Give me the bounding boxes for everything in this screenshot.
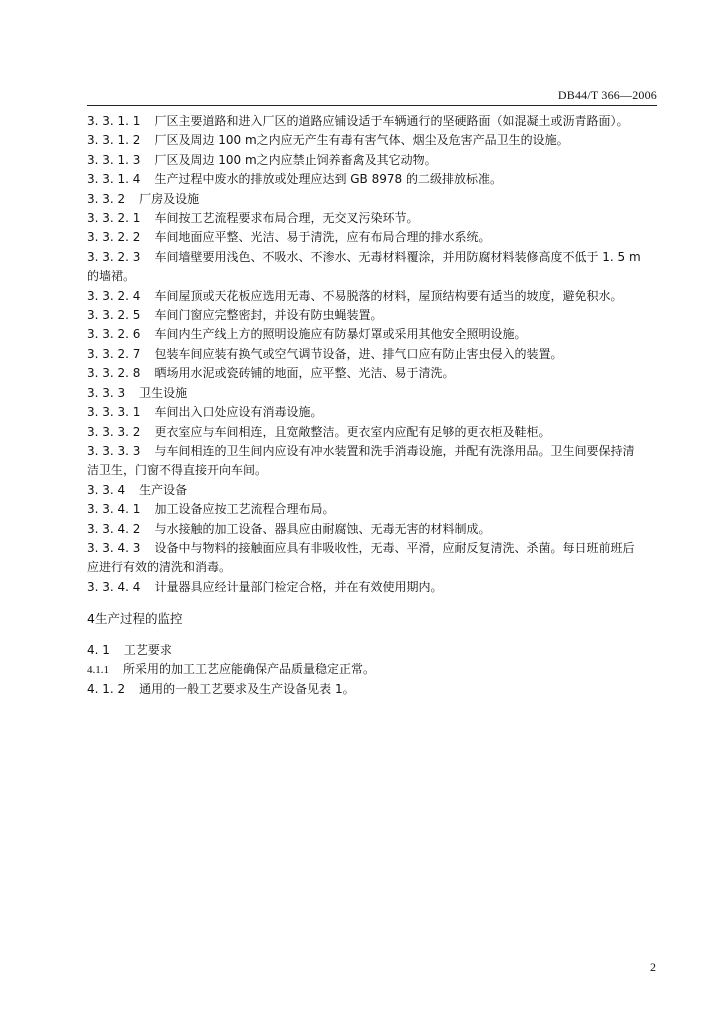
clause-3-3-2-7 (87, 345, 661, 364)
clause-3-3-2-8 (87, 364, 661, 383)
subsection-4-1 (87, 641, 661, 660)
clause-3-3-4-4 (87, 578, 661, 597)
document-code: DB44/T 366—2006 (557, 88, 657, 102)
clause-number: 3. 3. 2. 2 (87, 230, 141, 245)
clause-3-3-2-5 (87, 306, 661, 325)
clause-text: 厂区及周边 100 m之内应无产生有毒有害气体、烟尘及危害产品卫生的设施。 (154, 133, 569, 148)
clause-number: 3. 3. 3. 2 (87, 424, 141, 439)
clause-text: 车间门窗应完整密封，并设有防虫蝇装置。 (154, 308, 383, 323)
clause-text: 包装车间应装有换气或空气调节设备，进、排气口应有防止害虫侵入的装置。 (154, 346, 563, 361)
clause-3-3-2-1 (87, 209, 661, 228)
subsection-3-3-4 (87, 481, 661, 500)
page-number: 2 (650, 960, 656, 974)
subsection-title: 生产设备 (139, 482, 188, 497)
subsection-title: 卫生设施 (139, 385, 188, 400)
clause-3-3-2-2 (87, 228, 661, 247)
subsection-title: 厂房及设施 (139, 191, 200, 206)
clause-number: 3. 3. 2. 7 (87, 346, 141, 361)
clause-text: 车间出入口处应设有消毒设施。 (154, 405, 323, 420)
clause-text: 晒场用水泥或瓷砖铺的地面，应平整、光洁、易于清洗。 (154, 366, 455, 381)
clause-text: 车间内生产线上方的照明设施应有防暴灯罩或采用其他安全照明设施。 (154, 327, 527, 342)
clause-number: 4.1.1 (87, 663, 109, 676)
subsection-number: 3. 3. 2 (87, 191, 126, 206)
clause-3-3-4-1 (87, 500, 661, 519)
clause-text: 车间屋顶或天花板应选用无毒、不易脱落的材料，屋顶结构要有适当的坡度，避免积水。 (154, 288, 623, 303)
clause-text: 设备中与物料的接触面应具有非吸收性，无毒、平滑，应耐反复清洗、杀菌。每日班前班后 (154, 540, 635, 555)
clause-number: 3. 3. 2. 1 (87, 211, 141, 226)
clause-3-3-1-2 (87, 131, 661, 150)
clause-text: 更衣室应与车间相连，且宽敞整洁。更衣室内应配有足够的更衣柜及鞋柜。 (154, 424, 551, 439)
clause-number: 3. 3. 2. 3 (87, 249, 141, 264)
subsection-title: 工艺要求 (123, 642, 172, 657)
clause-3-3-1-1 (87, 112, 661, 131)
clause-text: 厂区及周边 100 m之内应禁止饲养畜禽及其它动物。 (154, 152, 437, 167)
clause-4-1-1 (87, 660, 661, 680)
clause-number: 3. 3. 4. 2 (87, 521, 141, 536)
clause-text: 生产过程中废水的排放或处理应达到 GB 8978 的二级排放标准。 (154, 172, 502, 187)
clause-number: 3. 3. 1. 4 (87, 172, 141, 187)
section-4-heading (87, 609, 661, 628)
clause-3-3-3-3 (87, 442, 661, 461)
clause-number: 3. 3. 4. 4 (87, 579, 141, 594)
subsection-3-3-2 (87, 190, 661, 209)
section-title: 生产过程的监控 (94, 611, 183, 627)
clause-text: 所采用的加工工艺应能确保产品质量稳定正常。 (123, 661, 376, 676)
clause-text: 与水接触的加工设备、器具应由耐腐蚀、无毒无害的材料制成。 (154, 521, 491, 536)
clause-3-3-2-3-continuation: 的墙裙。 (87, 269, 136, 284)
clause-number: 3. 3. 4. 3 (87, 540, 141, 555)
clause-text: 加工设备应按工艺流程合理布局。 (154, 502, 335, 517)
clause-4-1-2 (87, 680, 661, 699)
clause-3-3-2-3 (87, 248, 661, 267)
clause-3-3-4-3-continuation: 应进行有效的清洗和消毒。 (87, 560, 232, 575)
clause-text: 车间墙壁要用浅色、不吸水、不渗水、无毒材料覆涂，并用防腐材料装修高度不低于 1. 5 m (154, 249, 641, 264)
clause-3-3-1-3 (87, 151, 661, 170)
clause-number: 3. 3. 1. 1 (87, 114, 141, 128)
clause-3-3-3-1 (87, 403, 661, 422)
clause-text: 车间地面应平整、光洁、易于清洗，应有布局合理的排水系统。 (154, 230, 491, 245)
clause-number: 3. 3. 2. 6 (87, 327, 141, 342)
clause-3-3-1-4 (87, 170, 661, 189)
clause-3-3-2-6 (87, 325, 661, 344)
clause-text: 通用的一般工艺要求及生产设备见表 1。 (139, 682, 355, 697)
clause-number: 3. 3. 3. 1 (87, 405, 141, 420)
clause-3-3-2-4 (87, 287, 661, 306)
clause-text: 厂区主要道路和进入厂区的道路应铺设适于车辆通行的坚硬路面（如混凝土或沥青路面）。 (154, 114, 629, 128)
clause-number: 4. 1. 2 (87, 682, 126, 697)
clause-3-3-4-3 (87, 539, 661, 558)
clause-number: 3. 3. 4. 1 (87, 502, 141, 517)
subsection-3-3-3 (87, 384, 661, 403)
clause-number: 3. 3. 2. 8 (87, 366, 141, 381)
clause-3-3-4-2 (87, 520, 661, 539)
subsection-number: 3. 3. 3 (87, 385, 126, 400)
clause-text: 与车间相连的卫生间内应设有冲水装置和洗手消毒设施，并配有洗涤用品。卫生间要保持清 (154, 443, 635, 458)
clause-number: 3. 3. 2. 5 (87, 308, 141, 323)
clause-number: 3. 3. 1. 2 (87, 133, 141, 148)
section-number: 4 (87, 611, 95, 627)
clause-text: 车间按工艺流程要求布局合理，无交叉污染环节。 (154, 211, 419, 226)
subsection-number: 3. 3. 4 (87, 482, 126, 497)
clause-number: 3. 3. 2. 4 (87, 288, 141, 303)
header-rule (87, 105, 657, 106)
clause-number: 3. 3. 1. 3 (87, 152, 141, 167)
clause-3-3-3-3-continuation: 洁卫生，门窗不得直接开向车间。 (87, 463, 268, 478)
document-body (87, 112, 661, 700)
clause-3-3-3-2 (87, 423, 661, 442)
clause-text: 计量器具应经计量部门检定合格，并在有效使用期内。 (154, 579, 443, 594)
clause-number: 3. 3. 3. 3 (87, 443, 141, 458)
subsection-number: 4. 1 (87, 642, 110, 657)
